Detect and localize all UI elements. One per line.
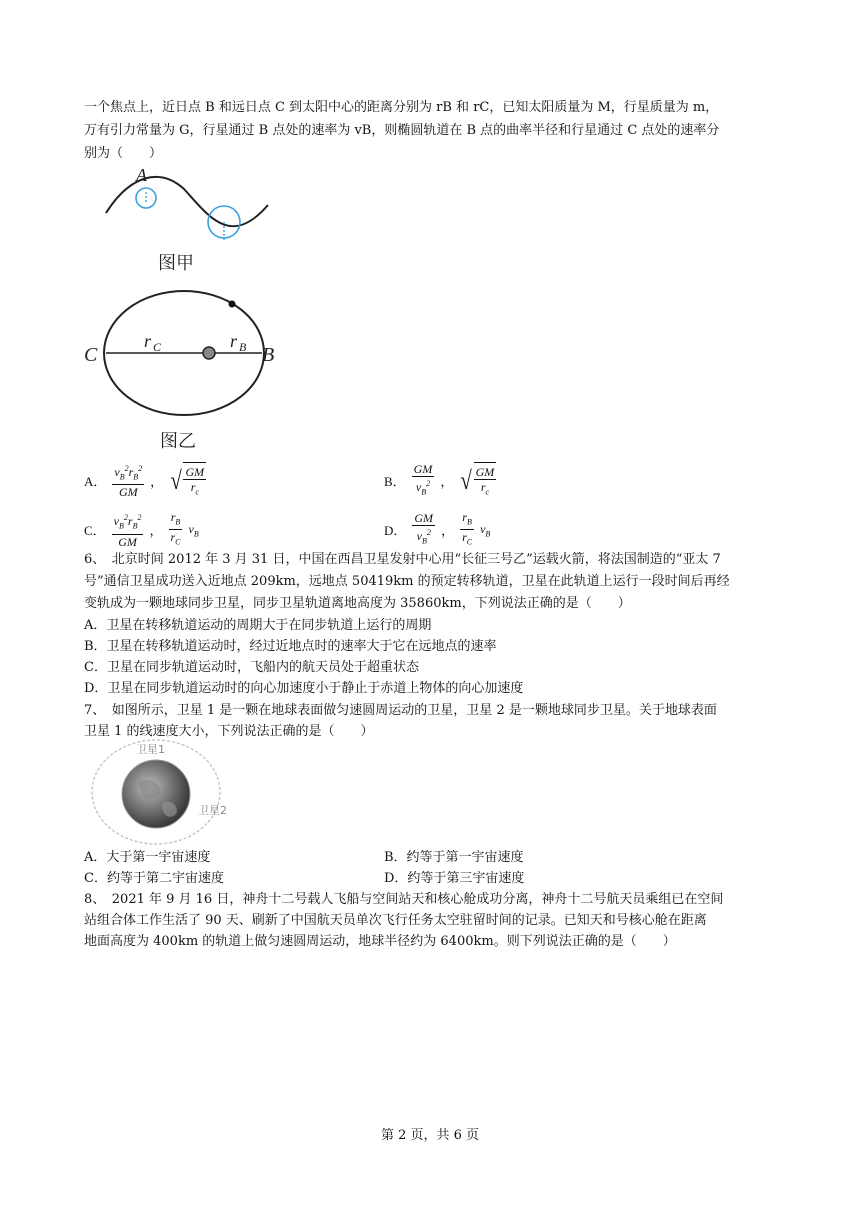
- q6-line-3: 变轨成为一颗地球同步卫星，同步卫星轨道离地高度为 35860km，下列说法正确的是（ ）: [84, 596, 631, 611]
- figure-sat1-label: 卫星1: [136, 743, 165, 756]
- figure-earth-satellites: [86, 736, 246, 846]
- q5-option-d[interactable]: D． $\frac{GM}{v_B^2}$ ， $\frac{r_B}{r_C}$ $v_B$: [384, 510, 490, 550]
- figure-yi-label-c: C: [84, 344, 98, 366]
- q6-line-1: 6、 北京时间 2012 年 3 月 31 日，中国在西昌卫星发射中心用“长征三号乙”运载火箭，将法国制造的“亚太 7: [84, 552, 721, 567]
- figure-yi-caption: 图乙: [160, 431, 196, 452]
- q6-option-c[interactable]: C．卫星在同步轨道运动时，飞船内的航天员处于超重状态: [84, 660, 419, 675]
- q6-option-a[interactable]: A．卫星在转移轨道运动的周期大于在同步轨道上运行的周期: [84, 618, 432, 633]
- q5-option-a[interactable]: A． $\frac{v_B^2r_B^2}{GM}$ ， √ $\frac{GM}{r_c}$: [84, 464, 205, 500]
- q6-option-b[interactable]: B．卫星在转移轨道运动时，经过近地点时的速率大于它在远地点的速率: [84, 639, 497, 654]
- q6-option-d[interactable]: D．卫星在同步轨道运动时的向心加速度小于静止于赤道上物体的向心加速度: [84, 681, 524, 696]
- q5-option-a-frac: $\frac{v_B^2r_B^2}{GM}$: [114, 464, 143, 500]
- q5-option-c-label: C．: [84, 523, 106, 539]
- figure-yi-label-rb-sub: B: [239, 340, 247, 354]
- q7-option-c[interactable]: C．约等于第二宇宙速度: [84, 871, 224, 886]
- q6-line-2: 号”通信卫星成功送入近地点 209km，远地点 50419km 的预定转移轨道，卫星在此轨道上运行一段时间后再经: [84, 574, 730, 589]
- q5-option-c-ratio: $\frac{r_B}{r_C}$: [170, 510, 181, 547]
- q7-option-a[interactable]: A．大于第一宇宙速度: [84, 850, 211, 865]
- q7-line-1: 7、 如图所示，卫星 1 是一颗在地球表面做匀速圆周运动的卫星，卫星 2 是一颗地球同步卫星。关于地球表面: [84, 703, 717, 718]
- figure-yi-label-b: B: [262, 344, 275, 366]
- q5-option-b-label: B．: [384, 474, 406, 490]
- q7-option-d[interactable]: D．约等于第三宇宙速度: [384, 871, 525, 886]
- q7-line-2: 卫星 1 的线速度大小，下列说法正确的是（ ）: [84, 724, 374, 739]
- figure-sat2-label: 卫星2: [198, 804, 227, 817]
- figure-yi-label-rc-sub: C: [153, 340, 162, 354]
- page-footer: 第 2 页，共 6 页: [380, 1128, 480, 1143]
- figure-jia-wave: [100, 165, 280, 275]
- q8-line-1: 8、 2021 年 9 月 16 日，神舟十二号载人飞船与空间站天和核心舱成功分离，神舟十二号航天员乘组已在空间: [84, 892, 724, 907]
- figure-jia-label-a: A: [136, 165, 147, 185]
- q5-option-c-frac: $\frac{v_B^2r_B^2}{GM}$: [113, 513, 142, 549]
- figure-yi-orbit: [80, 285, 290, 455]
- figure-jia-caption: 图甲: [158, 253, 194, 274]
- q5-option-c[interactable]: C． $\frac{v_B^2r_B^2}{GM}$ ， $\frac{r_B}{r_C}$ $v_B$: [84, 510, 199, 549]
- q7-option-b[interactable]: B．约等于第一宇宙速度: [384, 850, 524, 865]
- q5-option-d-frac: $\frac{GM}{v_B^2}$: [414, 511, 434, 546]
- q5-option-a-sqrt: √ $\frac{GM}{r_c}$: [169, 462, 206, 499]
- q5-option-b-frac: $\frac{GM}{v_B^2}$: [413, 462, 433, 497]
- q5-option-b-sqrt: √ $\frac{GM}{r_c}$: [459, 462, 496, 499]
- q8-line-3: 地面高度为 400km 的轨道上做匀速圆周运动，地球半径约为 6400km。则下列说法正确的是（ ）: [84, 934, 676, 949]
- q5-option-b[interactable]: B． $\frac{GM}{v_B^2}$ ， √ $\frac{GM}{r_c}$: [384, 462, 496, 499]
- q8-line-2: 站组合体工作生活了 90 天、刷新了中国航天员单次飞行任务太空驻留时间的记录。已知天和号核心舱在距离: [84, 913, 707, 928]
- figure-yi-label-rb: r: [230, 331, 238, 351]
- q5-line-2: 万有引力常量为 G，行星通过 B 点处的速率为 vB，则椭圆轨道在 B 点的曲率半径和行星通过 C 点处的速率分: [84, 123, 720, 138]
- q5-option-a-label: A．: [84, 474, 107, 490]
- q5-line-3: 别为（ ）: [84, 146, 163, 161]
- q5-line-1: 一个焦点上，近日点 B 和远日点 C 到太阳中心的距离分别为 rB 和 rC，已知太阳质量为 M，行星质量为 m，: [84, 100, 719, 115]
- q5-option-d-label: D．: [384, 523, 407, 539]
- figure-yi-label-rc: r: [144, 331, 152, 351]
- q5-option-d-ratio: $\frac{r_B}{r_C}$: [462, 510, 473, 547]
